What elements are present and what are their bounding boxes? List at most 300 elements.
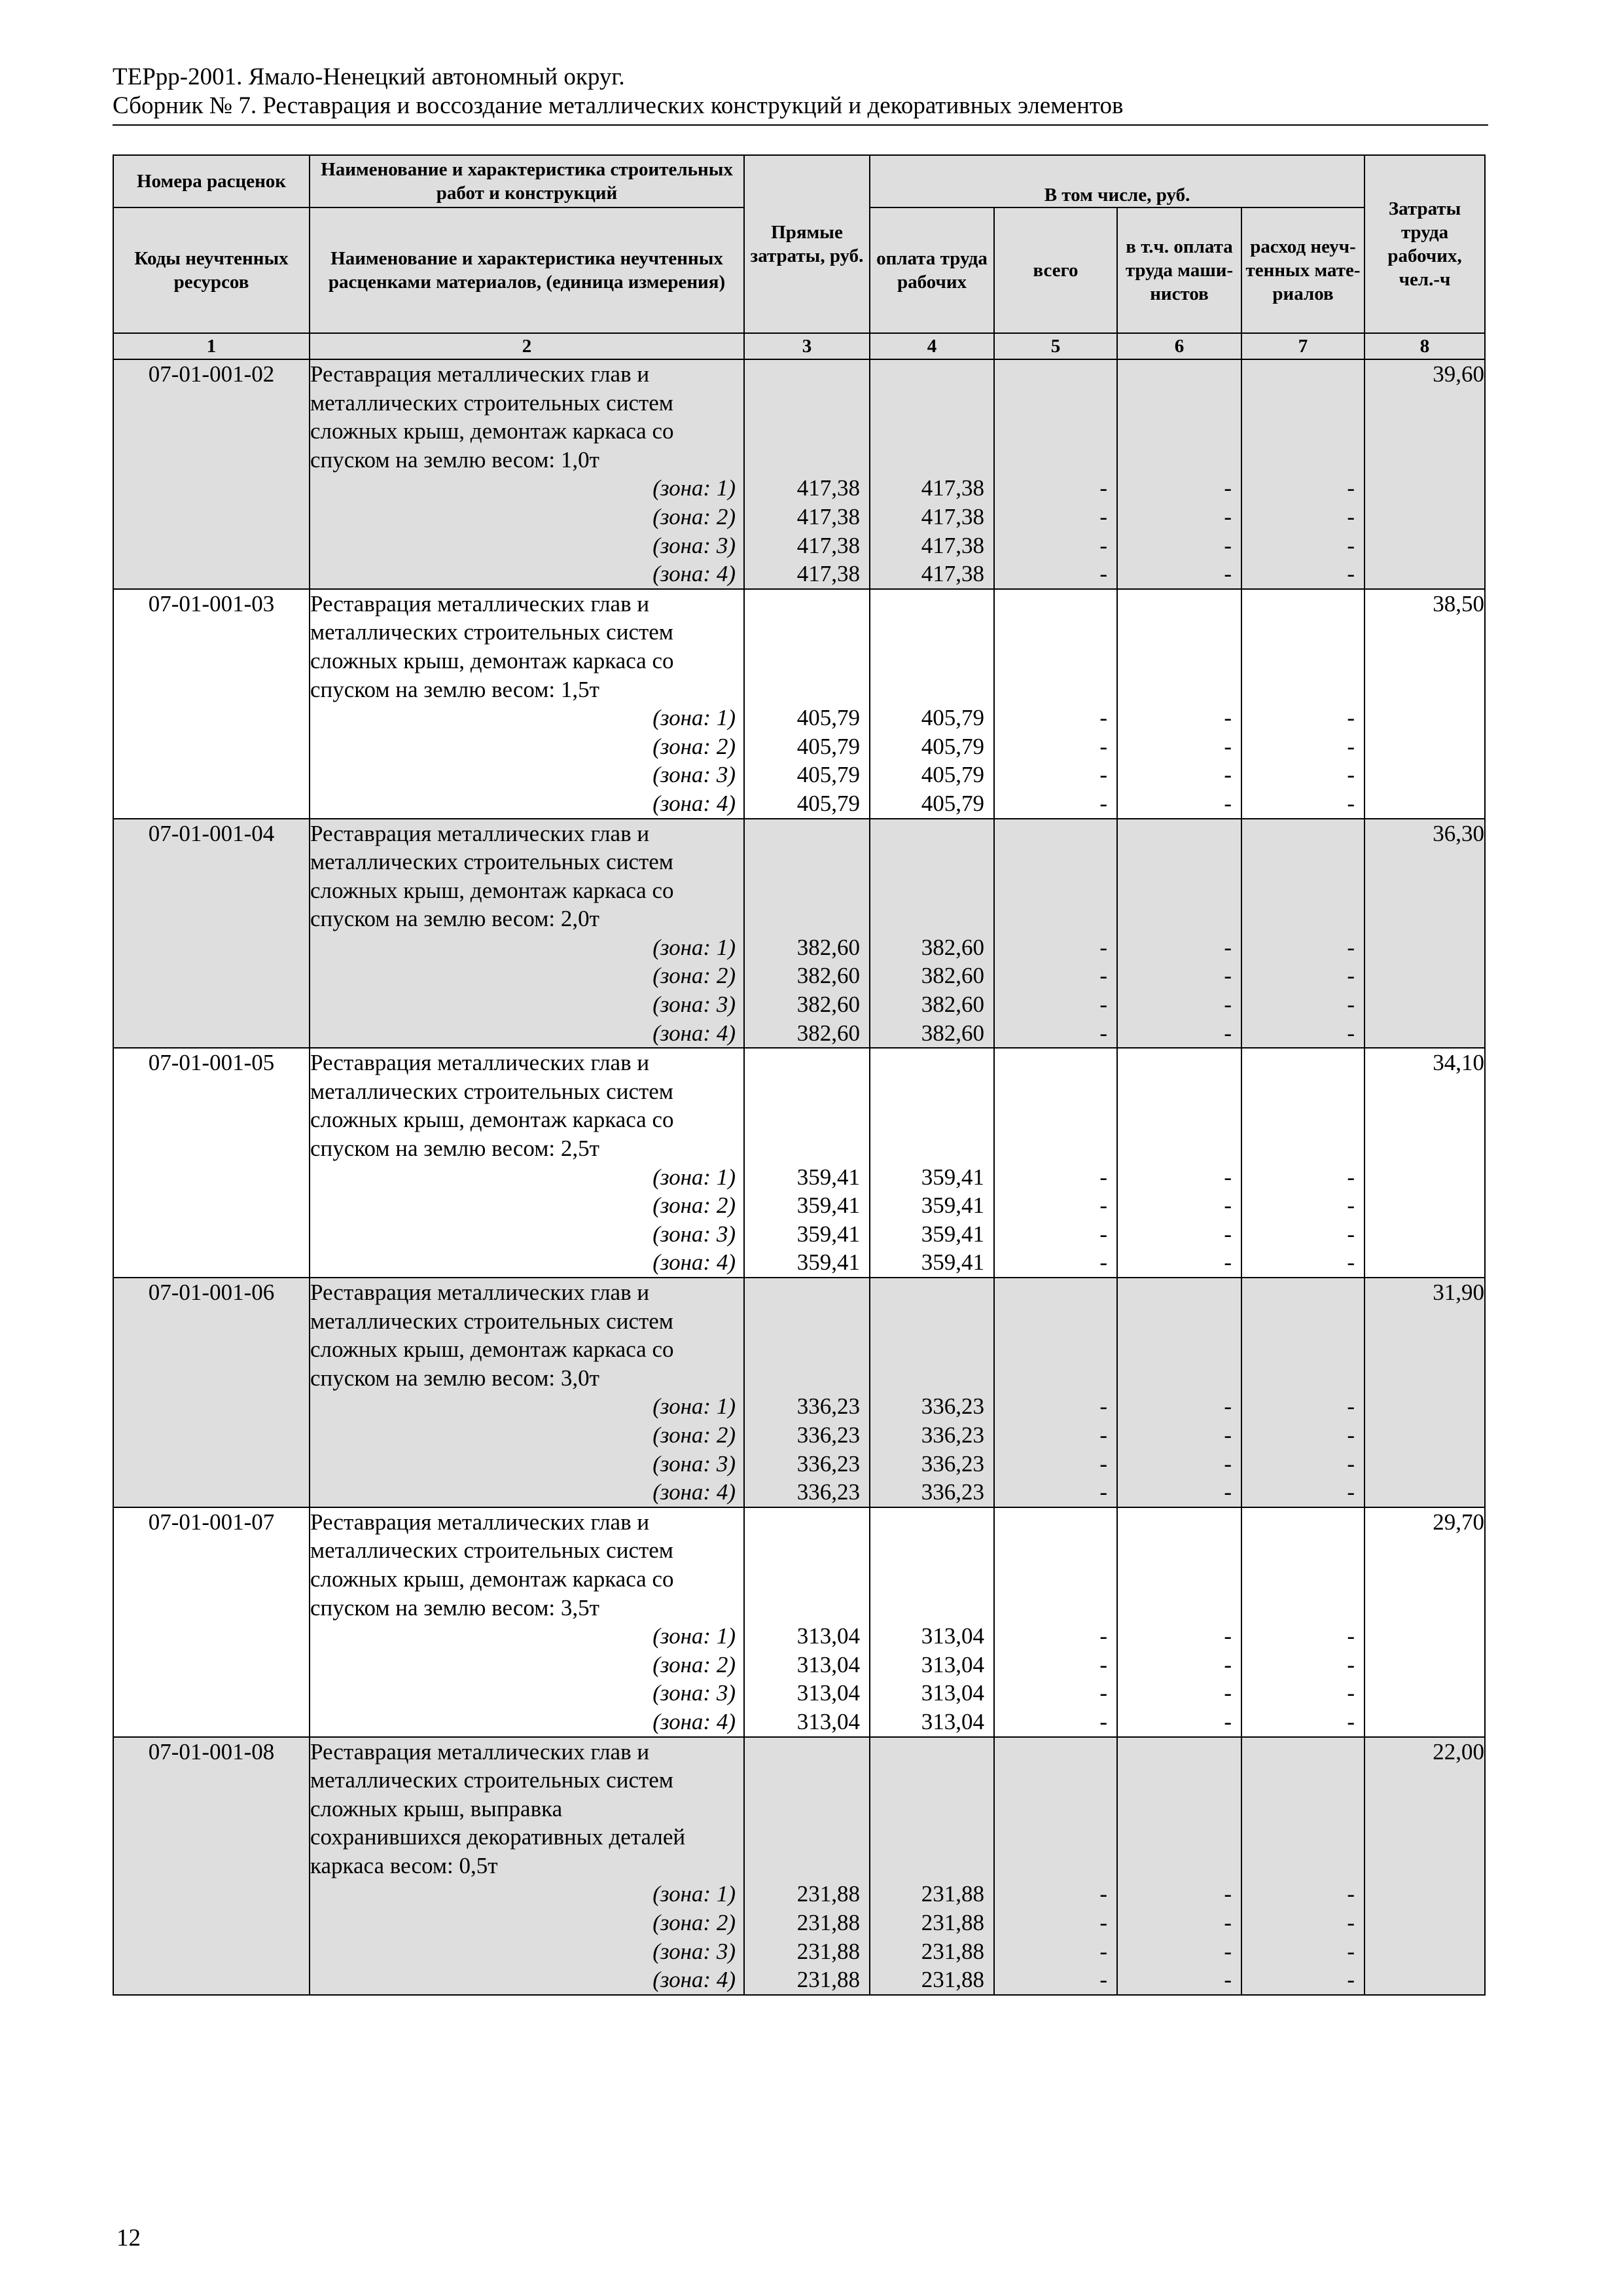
rates-table xyxy=(113,154,1486,1996)
machinist-wages-value: - xyxy=(1224,963,1232,989)
spacer xyxy=(1118,1766,1241,1795)
spacer xyxy=(745,1105,869,1134)
spacer xyxy=(1242,417,1364,446)
direct-costs-value: 405,79 xyxy=(796,733,860,759)
machines-total xyxy=(994,589,1117,819)
spacer xyxy=(1118,1795,1241,1823)
spacer xyxy=(995,819,1116,848)
zone-label: (зона: 1) xyxy=(652,1393,736,1420)
header-labor-costs: Затраты труда рабочих, чел.-ч xyxy=(1364,155,1485,333)
machinist-wages-value: - xyxy=(1224,1479,1232,1505)
spacer xyxy=(745,848,869,876)
spacer xyxy=(870,360,993,389)
materials-usage xyxy=(1241,1507,1364,1737)
spacer xyxy=(1118,1307,1241,1336)
description-line: Реставрация металлических глав и xyxy=(310,361,650,387)
spacer xyxy=(870,1536,993,1565)
spacer xyxy=(870,389,993,418)
spacer xyxy=(1118,1852,1241,1880)
wages xyxy=(870,1048,994,1278)
header-rate-numbers: Номера расценок xyxy=(113,155,310,207)
machines-total-value: - xyxy=(1099,1967,1107,1993)
spacer xyxy=(1118,876,1241,905)
spacer xyxy=(1242,1766,1364,1795)
spacer xyxy=(995,1766,1116,1795)
spacer xyxy=(995,905,1116,933)
spacer xyxy=(1242,1307,1364,1336)
spacer xyxy=(870,1738,993,1767)
spacer xyxy=(870,1134,993,1163)
machinist-wages-value: - xyxy=(1224,561,1232,587)
materials-usage-value: - xyxy=(1347,1193,1355,1219)
wages-value: 405,79 xyxy=(921,790,984,816)
zone-label: (зона: 3) xyxy=(652,532,736,558)
machinist-wages xyxy=(1117,1737,1241,1995)
spacer xyxy=(995,848,1116,876)
spacer xyxy=(870,1766,993,1795)
rate-code: 07-01-001-08 xyxy=(113,1737,310,1995)
description-line: сложных крыш, демонтаж каркаса со xyxy=(310,647,674,673)
direct-costs-value: 336,23 xyxy=(796,1479,860,1505)
column-number: 6 xyxy=(1117,333,1241,359)
wages-value: 313,04 xyxy=(921,1680,984,1706)
header-rule xyxy=(113,124,1488,126)
spacer xyxy=(995,1565,1116,1594)
machinist-wages-value: - xyxy=(1224,1680,1232,1706)
rate-code: 07-01-001-07 xyxy=(113,1507,310,1737)
description-line: Реставрация металлических глав и xyxy=(310,1738,650,1765)
direct-costs xyxy=(744,589,870,819)
spacer xyxy=(1118,1364,1241,1393)
spacer xyxy=(1242,1565,1364,1594)
spacer xyxy=(1118,1738,1241,1767)
wages-value: 359,41 xyxy=(921,1221,984,1247)
direct-costs-value: 405,79 xyxy=(796,705,860,731)
machines-total-value: - xyxy=(1099,1193,1107,1219)
spacer xyxy=(995,1795,1116,1823)
work-description xyxy=(310,1737,744,1995)
header-resource-codes: Коды неучтенных ресурсов xyxy=(113,207,310,333)
spacer xyxy=(995,1536,1116,1565)
zone-label: (зона: 4) xyxy=(652,1967,736,1993)
spacer xyxy=(745,446,869,475)
spacer xyxy=(1242,1536,1364,1565)
wages-value: 382,60 xyxy=(921,963,984,989)
spacer xyxy=(745,1795,869,1823)
spacer xyxy=(870,1077,993,1106)
materials-usage-value: - xyxy=(1347,1020,1355,1046)
document-title: ТЕРрр-2001. Ямало-Ненецкий автономный округ. xyxy=(113,63,625,90)
table-row xyxy=(113,1737,1485,1995)
spacer xyxy=(745,1594,869,1623)
description-line: металлических строительных систем xyxy=(310,849,673,875)
materials-usage-value: - xyxy=(1347,1450,1355,1477)
direct-costs-value: 382,60 xyxy=(796,934,860,960)
materials-usage-value: - xyxy=(1347,1249,1355,1276)
spacer xyxy=(870,1795,993,1823)
table-row xyxy=(113,1278,1485,1507)
header-wages: оплата труда рабочих xyxy=(870,207,994,333)
labor-costs: 31,90 xyxy=(1364,1278,1485,1507)
zone-label: (зона: 2) xyxy=(652,1422,736,1448)
spacer xyxy=(1118,1565,1241,1594)
description-line: Реставрация металлических глав и xyxy=(310,1280,650,1305)
spacer xyxy=(745,1335,869,1364)
materials-usage-value: - xyxy=(1347,561,1355,587)
machinist-wages-value: - xyxy=(1224,1938,1232,1964)
spacer xyxy=(1242,1077,1364,1106)
rate-code: 07-01-001-04 xyxy=(113,819,310,1049)
direct-costs-value: 382,60 xyxy=(796,1020,860,1046)
spacer xyxy=(870,905,993,933)
description-line: сложных крыш, демонтаж каркаса со xyxy=(310,418,674,444)
spacer xyxy=(995,417,1116,446)
machines-total-value: - xyxy=(1099,963,1107,989)
header-direct-costs: Прямые затраты, руб. xyxy=(744,155,870,333)
header-work-name: Наименование и характеристика строительных работ и конструкций xyxy=(310,155,744,207)
direct-costs-value: 313,04 xyxy=(796,1708,860,1734)
machines-total-value: - xyxy=(1099,532,1107,558)
description-line: спуском на землю весом: 3,5т xyxy=(310,1594,599,1621)
direct-costs-value: 417,38 xyxy=(796,561,860,587)
materials-usage-value: - xyxy=(1347,934,1355,960)
machinist-wages-value: - xyxy=(1224,1967,1232,1993)
spacer xyxy=(1118,1278,1241,1307)
spacer xyxy=(1242,360,1364,389)
labor-costs: 29,70 xyxy=(1364,1507,1485,1737)
machinist-wages xyxy=(1117,589,1241,819)
spacer xyxy=(1118,1049,1241,1077)
wages-value: 405,79 xyxy=(921,705,984,731)
machinist-wages-value: - xyxy=(1224,1881,1232,1907)
wages xyxy=(870,1737,994,1995)
machinist-wages-value: - xyxy=(1224,503,1232,529)
spacer xyxy=(745,590,869,619)
description-line: сложных крыш, демонтаж каркаса со xyxy=(310,1336,674,1363)
machinist-wages-value: - xyxy=(1224,1164,1232,1190)
table-row xyxy=(113,1507,1485,1737)
direct-costs xyxy=(744,1048,870,1278)
spacer xyxy=(745,819,869,848)
wages xyxy=(870,1507,994,1737)
spacer xyxy=(1118,1823,1241,1852)
machinist-wages-value: - xyxy=(1224,733,1232,759)
description-line: спуском на землю весом: 2,0т xyxy=(310,906,599,932)
wages-value: 382,60 xyxy=(921,1020,984,1046)
zone-label: (зона: 1) xyxy=(652,934,736,960)
page-header xyxy=(113,63,1487,120)
zone-label: (зона: 3) xyxy=(652,1680,736,1706)
machines-total-value: - xyxy=(1099,1393,1107,1420)
direct-costs-value: 359,41 xyxy=(796,1221,860,1247)
direct-costs xyxy=(744,1737,870,1995)
spacer xyxy=(1242,1049,1364,1077)
spacer xyxy=(870,1565,993,1594)
column-number: 4 xyxy=(870,333,994,359)
page-number: 12 xyxy=(116,2225,141,2251)
spacer xyxy=(745,1364,869,1393)
direct-costs-value: 417,38 xyxy=(796,503,860,529)
spacer xyxy=(745,905,869,933)
direct-costs-value: 231,88 xyxy=(796,1967,860,1993)
spacer xyxy=(870,1364,993,1393)
wages-value: 231,88 xyxy=(921,1967,984,1993)
description-line: Реставрация металлических глав и xyxy=(310,820,650,846)
zone-label: (зона: 4) xyxy=(652,1020,736,1046)
wages-value: 382,60 xyxy=(921,934,984,960)
machinist-wages-value: - xyxy=(1224,1623,1232,1649)
spacer xyxy=(870,819,993,848)
machinist-wages-value: - xyxy=(1224,532,1232,558)
description-line: металлических строительных систем xyxy=(310,389,673,416)
description-line: металлических строительных систем xyxy=(310,1537,673,1564)
column-number: 5 xyxy=(994,333,1117,359)
description-line: Реставрация металлических глав и xyxy=(310,590,650,617)
spacer xyxy=(745,1766,869,1795)
direct-costs-value: 359,41 xyxy=(796,1193,860,1219)
materials-usage-value: - xyxy=(1347,963,1355,989)
wages-value: 359,41 xyxy=(921,1164,984,1190)
spacer xyxy=(870,618,993,647)
wages xyxy=(870,819,994,1049)
machinist-wages-value: - xyxy=(1224,705,1232,731)
wages-value: 417,38 xyxy=(921,532,984,558)
description-line: металлических строительных систем xyxy=(310,619,673,645)
machines-total-value: - xyxy=(1099,934,1107,960)
zone-label: (зона: 1) xyxy=(652,475,736,501)
spacer xyxy=(1118,1594,1241,1623)
machinist-wages-value: - xyxy=(1224,1708,1232,1734)
spacer xyxy=(745,1049,869,1077)
spacer xyxy=(745,1852,869,1880)
machinist-wages-value: - xyxy=(1224,1221,1232,1247)
machines-total-value: - xyxy=(1099,1651,1107,1677)
zone-label: (зона: 2) xyxy=(652,1651,736,1677)
spacer xyxy=(1118,1077,1241,1106)
spacer xyxy=(1242,618,1364,647)
machines-total-value: - xyxy=(1099,1221,1107,1247)
spacer xyxy=(995,1852,1116,1880)
labor-costs: 36,30 xyxy=(1364,819,1485,1049)
wages-value: 405,79 xyxy=(921,733,984,759)
column-number: 8 xyxy=(1364,333,1485,359)
work-description xyxy=(310,589,744,819)
spacer xyxy=(870,446,993,475)
spacer xyxy=(1118,1134,1241,1163)
direct-costs-value: 405,79 xyxy=(796,762,860,788)
machines-total-value: - xyxy=(1099,1938,1107,1964)
machines-total-value: - xyxy=(1099,1881,1107,1907)
spacer xyxy=(1242,819,1364,848)
description-line: спуском на землю весом: 1,0т xyxy=(310,446,599,473)
wages-value: 231,88 xyxy=(921,1938,984,1964)
table-row xyxy=(113,1048,1485,1278)
zone-label: (зона: 1) xyxy=(652,1164,736,1190)
materials-usage xyxy=(1241,589,1364,819)
zone-label: (зона: 2) xyxy=(652,733,736,759)
spacer xyxy=(995,1049,1116,1077)
table-row xyxy=(113,359,1485,589)
zone-label: (зона: 2) xyxy=(652,1910,736,1936)
wages xyxy=(870,359,994,589)
header-machines-total: всего xyxy=(994,207,1117,333)
spacer xyxy=(1242,1278,1364,1307)
spacer xyxy=(995,1823,1116,1852)
direct-costs-value: 382,60 xyxy=(796,992,860,1018)
spacer xyxy=(1242,590,1364,619)
column-number: 3 xyxy=(744,333,870,359)
zone-label: (зона: 3) xyxy=(652,1450,736,1477)
description-line: спуском на землю весом: 3,0т xyxy=(310,1365,599,1391)
machines-total-value: - xyxy=(1099,1708,1107,1734)
wages-value: 313,04 xyxy=(921,1651,984,1677)
spacer xyxy=(745,1508,869,1537)
machines-total-value: - xyxy=(1099,1623,1107,1649)
spacer xyxy=(870,1049,993,1077)
direct-costs-value: 336,23 xyxy=(796,1422,860,1448)
spacer xyxy=(995,1077,1116,1106)
machinist-wages xyxy=(1117,1048,1241,1278)
spacer xyxy=(995,446,1116,475)
work-description xyxy=(310,1507,744,1737)
zone-label: (зона: 2) xyxy=(652,1193,736,1219)
spacer xyxy=(745,1077,869,1106)
wages-value: 313,04 xyxy=(921,1623,984,1649)
description-line: сложных крыш, демонтаж каркаса со xyxy=(310,1566,674,1592)
materials-usage xyxy=(1241,1278,1364,1507)
description-line: металлических строительных систем xyxy=(310,1767,673,1793)
spacer xyxy=(745,1565,869,1594)
wages-value: 231,88 xyxy=(921,1910,984,1936)
spacer xyxy=(870,1335,993,1364)
materials-usage-value: - xyxy=(1347,1651,1355,1677)
description-line: спуском на землю весом: 2,5т xyxy=(310,1136,599,1162)
materials-usage-value: - xyxy=(1347,762,1355,788)
work-description xyxy=(310,819,744,1049)
description-line: сложных крыш, выправка xyxy=(310,1795,563,1821)
materials-usage-value: - xyxy=(1347,1938,1355,1964)
materials-usage xyxy=(1241,359,1364,589)
direct-costs xyxy=(744,1278,870,1507)
spacer xyxy=(745,1823,869,1852)
spacer xyxy=(1242,1795,1364,1823)
zone-label: (зона: 3) xyxy=(652,1938,736,1964)
spacer xyxy=(870,647,993,675)
work-description xyxy=(310,1278,744,1507)
materials-usage-value: - xyxy=(1347,790,1355,816)
zone-label: (зона: 4) xyxy=(652,1708,736,1734)
materials-usage-value: - xyxy=(1347,1910,1355,1936)
spacer xyxy=(1118,647,1241,675)
machines-total-value: - xyxy=(1099,762,1107,788)
machines-total-value: - xyxy=(1099,790,1107,816)
spacer xyxy=(1118,848,1241,876)
direct-costs-value: 382,60 xyxy=(796,963,860,989)
machinist-wages-value: - xyxy=(1224,790,1232,816)
wages-value: 382,60 xyxy=(921,992,984,1018)
direct-costs-value: 359,41 xyxy=(796,1249,860,1276)
machines-total-value: - xyxy=(1099,561,1107,587)
wages-value: 231,88 xyxy=(921,1881,984,1907)
materials-usage-value: - xyxy=(1347,1422,1355,1448)
spacer xyxy=(870,876,993,905)
labor-costs: 34,10 xyxy=(1364,1048,1485,1278)
spacer xyxy=(995,389,1116,418)
materials-usage-value: - xyxy=(1347,1680,1355,1706)
spacer xyxy=(1118,446,1241,475)
spacer xyxy=(745,389,869,418)
wages-value: 417,38 xyxy=(921,561,984,587)
materials-usage-value: - xyxy=(1347,532,1355,558)
machinist-wages xyxy=(1117,1507,1241,1737)
machinist-wages-value: - xyxy=(1224,1020,1232,1046)
spacer xyxy=(870,1508,993,1537)
wages-value: 336,23 xyxy=(921,1393,984,1420)
machinist-wages-value: - xyxy=(1224,1651,1232,1677)
machines-total-value: - xyxy=(1099,1164,1107,1190)
rate-code: 07-01-001-02 xyxy=(113,359,310,589)
description-line: сложных крыш, демонтаж каркаса со xyxy=(310,877,674,903)
spacer xyxy=(745,1536,869,1565)
materials-usage-value: - xyxy=(1347,1708,1355,1734)
spacer xyxy=(870,1594,993,1623)
spacer xyxy=(995,1364,1116,1393)
description-line: металлических строительных систем xyxy=(310,1078,673,1104)
machinist-wages-value: - xyxy=(1224,1422,1232,1448)
spacer xyxy=(995,618,1116,647)
wages-value: 417,38 xyxy=(921,475,984,501)
direct-costs-value: 231,88 xyxy=(796,1910,860,1936)
machinist-wages-value: - xyxy=(1224,1450,1232,1477)
table-row xyxy=(113,819,1485,1049)
zone-label: (зона: 1) xyxy=(652,705,736,731)
machines-total-value: - xyxy=(1099,503,1107,529)
description-line: металлических строительных систем xyxy=(310,1308,673,1334)
spacer xyxy=(1242,389,1364,418)
spacer xyxy=(870,848,993,876)
collection-title: Сборник № 7. Реставрация и воссоздание металлических конструкций и декоративных элементов xyxy=(113,92,1124,119)
spacer xyxy=(1118,819,1241,848)
machines-total-value: - xyxy=(1099,705,1107,731)
machinist-wages xyxy=(1117,359,1241,589)
spacer xyxy=(745,876,869,905)
spacer xyxy=(745,675,869,704)
rates-body xyxy=(113,359,1485,1995)
spacer xyxy=(1118,389,1241,418)
spacer xyxy=(1118,905,1241,933)
materials-usage-value: - xyxy=(1347,1881,1355,1907)
column-number: 7 xyxy=(1241,333,1364,359)
spacer xyxy=(1118,1508,1241,1537)
machines-total xyxy=(994,819,1117,1049)
wages-value: 336,23 xyxy=(921,1450,984,1477)
machines-total xyxy=(994,1278,1117,1507)
spacer xyxy=(1118,1536,1241,1565)
direct-costs xyxy=(744,359,870,589)
labor-costs: 39,60 xyxy=(1364,359,1485,589)
spacer xyxy=(1118,360,1241,389)
direct-costs-value: 231,88 xyxy=(796,1938,860,1964)
machinist-wages-value: - xyxy=(1224,1193,1232,1219)
machines-total-value: - xyxy=(1099,1680,1107,1706)
materials-usage-value: - xyxy=(1347,705,1355,731)
rate-code: 07-01-001-05 xyxy=(113,1048,310,1278)
spacer xyxy=(870,1278,993,1307)
spacer xyxy=(1242,905,1364,933)
direct-costs-value: 417,38 xyxy=(796,475,860,501)
materials-usage-value: - xyxy=(1347,1623,1355,1649)
direct-costs-value: 313,04 xyxy=(796,1680,860,1706)
